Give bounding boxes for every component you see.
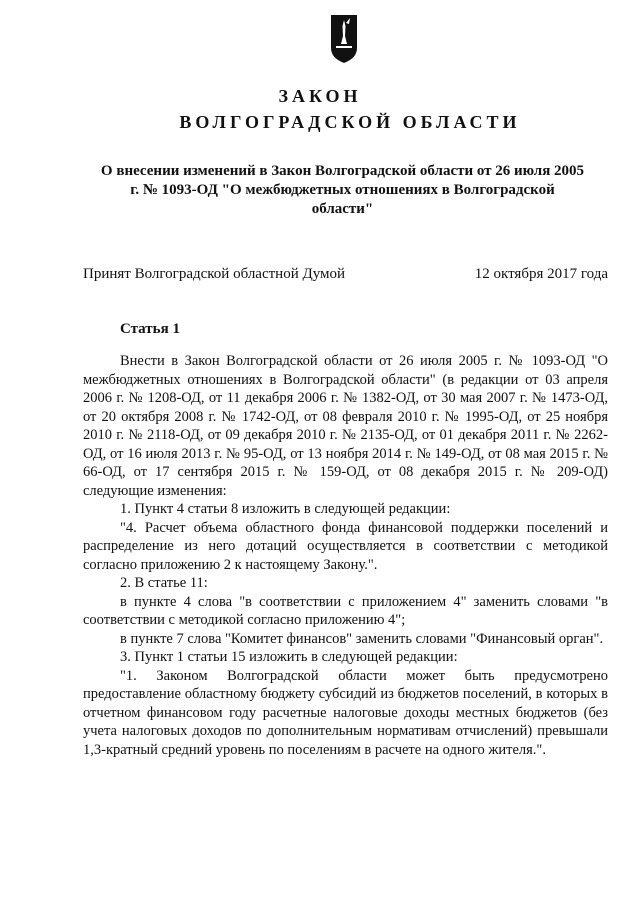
adoption-date: 12 октября 2017 года: [474, 266, 608, 282]
article-heading: Статья 1: [120, 321, 180, 337]
article-paragraph: 3. Пункт 1 статьи 15 изложить в следующей редакции:: [120, 649, 458, 665]
article-paragraph: "1. Законом Волгоградской области может быть предусмотрено предоставление областному бюджету субсидий из бюджетов поселений, в которых в отчетном финансовом году расчетные налоговые доходы местных бюджетов (без учета налоговых доходов по дополнительным нормативам отчислений) превышали 1,3-кратный средний уровень по поселениям в расчете на одного жителя.".: [83, 667, 608, 758]
law-region: ВОЛГОГРАДСКОЙ ОБЛАСТИ: [179, 112, 521, 132]
law-title: ЗАКОН: [278, 86, 362, 106]
coat-of-arms-icon: [330, 14, 358, 64]
law-subtitle: О внесении изменений в Закон Волгоградской области от 26 июля 2005 г. № 1093-ОД "О межбюджетных отношениях в Волгоградской области": [100, 163, 585, 217]
adoption-line: [83, 266, 608, 283]
article-paragraph: в пункте 7 слова "Комитет финансов" заменить словами "Финансовый орган".: [120, 630, 604, 647]
article-paragraph: 2. В статье 11:: [120, 575, 208, 591]
article-paragraph: Внести в Закон Волгоградской области от 26 июля 2005 г. № 1093-ОД "О межбюджетных отношениях в Волгоградской области" (в редакции от 03 апреля 2006 г. № 1208-ОД, от 11 декабря 2006 г. № 1382-ОД, от 30 мая 2007 г. № 1473-ОД, от 20 октября 2008 г. № 1742-ОД, от 08 февраля 2010 г. № 1995-ОД, от 25 ноября 2010 г. № 2118-ОД, от 09 декабря 2010 г. № 2135-ОД, от 01 декабря 2011 г. № 2262-ОД, от 16 июля 2013 г. № 95-ОД, от 13 ноября 2014 г. № 149-ОД, от 08 мая 2015 г. № 66-ОД, от 17 сентября 2015 г. № 159-ОД, от 08 декабря 2015 г. № 209-ОД) следующие изменения:: [83, 353, 608, 499]
adopted-by: Принят Волгоградской областной Думой: [83, 266, 346, 282]
article-paragraph: 1. Пункт 4 статьи 8 изложить в следующей редакции:: [120, 501, 451, 517]
article-paragraph: в пункте 4 слова "в соответствии с приложением 4" заменить словами "в соответствии с методикой согласно приложению 4";: [83, 593, 608, 628]
article-body: [83, 352, 608, 759]
article-paragraph: "4. Расчет объема областного фонда финансовой поддержки поселений и распределение из него дотаций осуществляется в соответствии с методикой согласно приложению 2 к настоящему Закону.".: [83, 519, 608, 573]
